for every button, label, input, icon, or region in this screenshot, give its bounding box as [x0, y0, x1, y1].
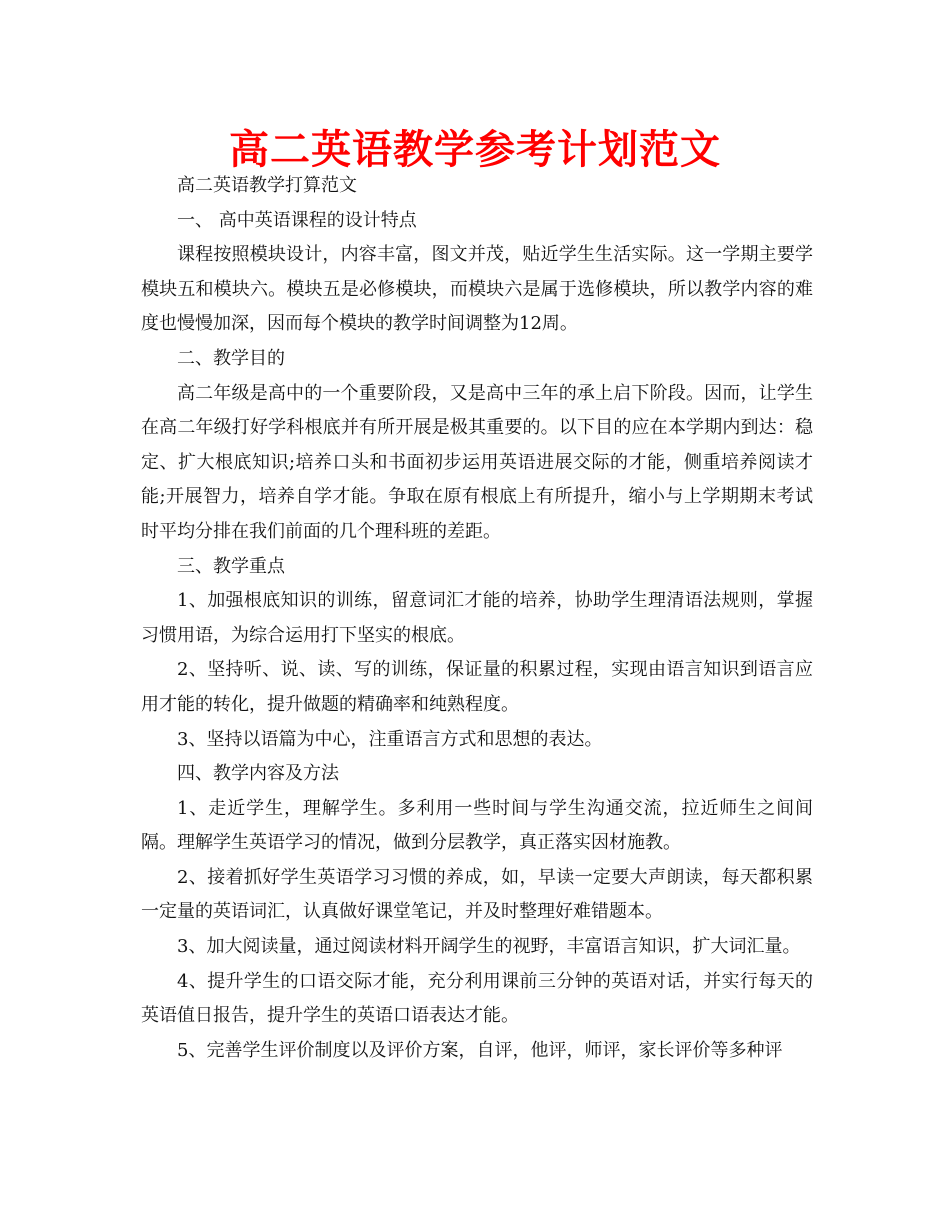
- paragraph: 4、提升学生的口语交际才能，充分利用课前三分钟的英语对话，并实行每天的英语值日报告，提升学生的英语口语表达才能。: [141, 970, 813, 1027]
- doc-subtitle: 高二英语教学打算范文: [177, 175, 357, 196]
- section-heading-4: 四、教学内容及方法: [177, 763, 339, 785]
- paragraph: 3、坚持以语篇为中心，注重语言方式和思想的表达。: [177, 728, 603, 750]
- paragraph: 3、加大阅读量，通过阅读材料开阔学生的视野，丰富语言知识，扩大词汇量。: [177, 936, 801, 958]
- section-heading-1: 一、 高中英语课程的设计特点: [177, 209, 417, 231]
- document-title: 高二英语教学参考计划范文: [229, 127, 721, 173]
- document-body: [141, 169, 813, 1068]
- section-heading-2: 二、教学目的: [177, 347, 285, 369]
- paragraph: 5、完善学生评价制度以及评价方案，自评，他评，师评，家长评价等多种评: [177, 1039, 783, 1061]
- paragraph: 2、坚持听、说、读、写的训练，保证量的积累过程，实现由语言知识到语言应用才能的转化，提升做题的精确率和纯熟程度。: [141, 659, 813, 715]
- paragraph: 2、接着抓好学生英语学习习惯的养成，如，早读一定要大声朗读，每天都积累一定量的英语词汇，认真做好课堂笔记，并及时整理好难错题本。: [141, 866, 813, 923]
- paragraph: 课程按照模块设计，内容丰富，图文并茂，贴近学生生活实际。这一学期主要学模块五和模块六。模块五是必修模块，而模块六是属于选修模块，所以教学内容的难度也慢慢加深，因而每个模块的教学时间调整为12周。: [141, 244, 813, 335]
- paragraph: 1、加强根底知识的训练，留意词汇才能的培养，协助学生理清语法规则，掌握习惯用语，为综合运用打下坚实的根底。: [141, 590, 813, 646]
- paragraph: 1、走近学生，理解学生。多利用一些时间与学生沟通交流，拉近师生之间间隔。理解学生英语学习的情况，做到分层教学，真正落实因材施教。: [141, 797, 813, 854]
- paragraph: 高二年级是高中的一个重要阶段，又是高中三年的承上启下阶段。因而，让学生在高二年级打好学科根底并有所开展是极其重要的。以下目的应在本学期内到达：稳定、扩大根底知识;培养口头和书面初步运用英语进展交际的才能，侧重培养阅读才能;开展智力，培养自学才能。争取在原有根底上有所提升，缩小与上学期期末考试时平均分排在我们前面的几个理科班的差距。: [141, 382, 813, 542]
- section-heading-3: 三、教学重点: [177, 555, 285, 577]
